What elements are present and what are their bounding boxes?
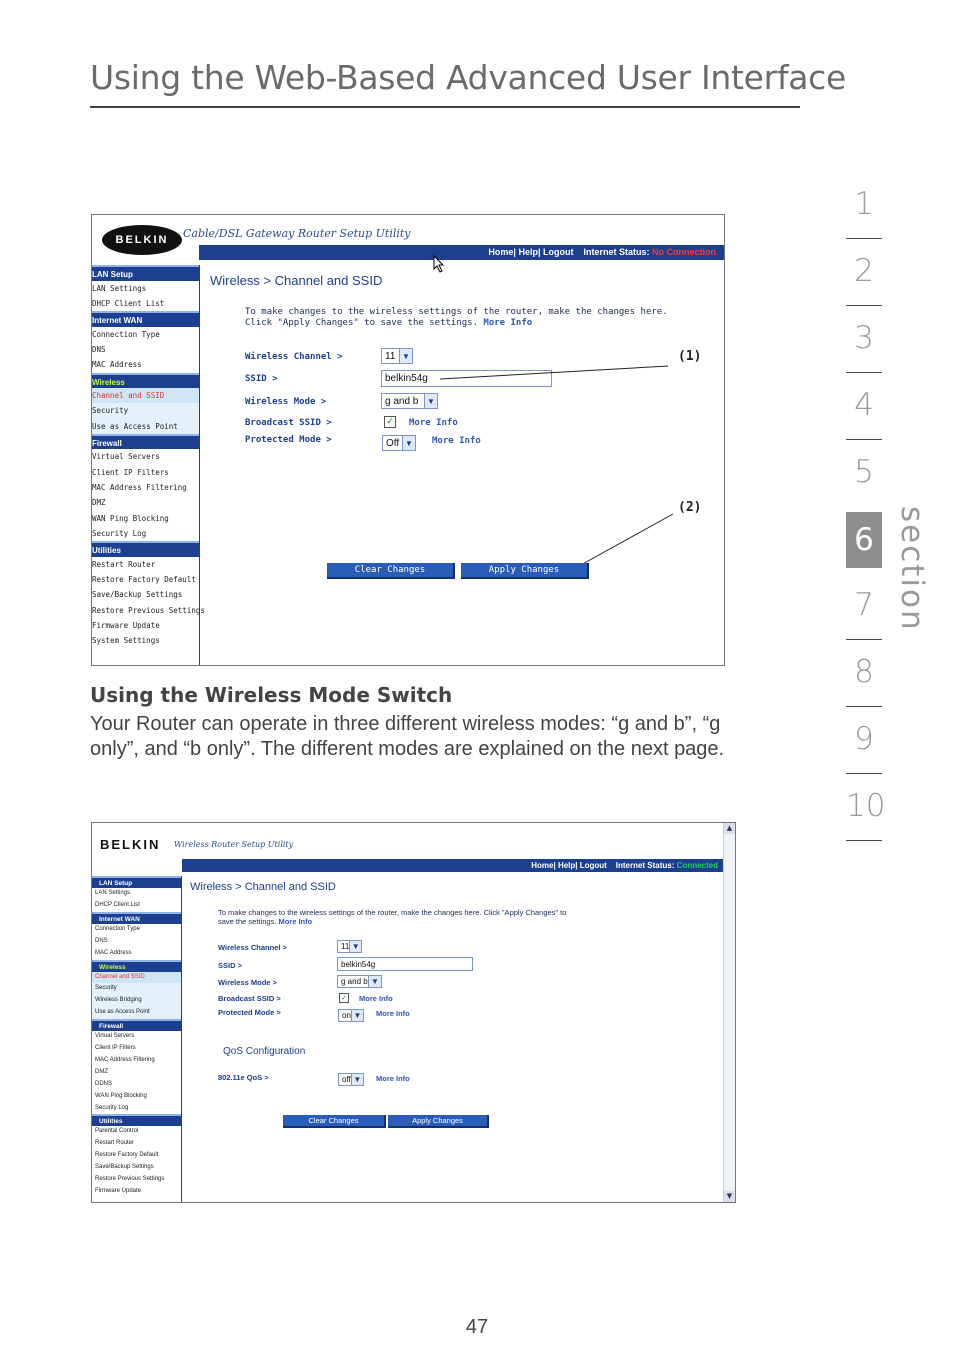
broadcast-ssid-label: Broadcast SSID > xyxy=(218,994,281,1003)
wireless-channel-value: 11 xyxy=(341,942,350,951)
sidebar-item-system-settings[interactable]: System Settings xyxy=(92,636,160,646)
sidebar-item-connection-type[interactable]: Connection Type xyxy=(92,329,160,339)
section-number-9[interactable]: 9 xyxy=(854,721,874,757)
sidebar-section-utilities: Utilities xyxy=(92,1114,181,1126)
page-heading: Wireless > Channel and SSID xyxy=(190,881,336,893)
page-heading: Wireless > Channel and SSID xyxy=(210,273,383,288)
intro-sentence: To make changes to the wireless settings of the router, make the changes here. Click "Apply Changes" to save the settings. xyxy=(218,908,567,927)
ssid-label: SSID > xyxy=(245,374,278,384)
ssid-input[interactable]: belkin54g xyxy=(337,957,473,971)
wireless-channel-select[interactable] xyxy=(337,940,362,953)
section-label xyxy=(888,506,938,636)
router-screenshot-2 xyxy=(91,822,736,1203)
protected-mode-select[interactable] xyxy=(338,1009,364,1022)
scroll-up-icon[interactable]: ▲ xyxy=(724,823,735,834)
qos-label: 802.11e QoS > xyxy=(218,1073,269,1082)
sidebar-item-channel-and-ssid[interactable]: Channel and SSID xyxy=(92,388,199,403)
internet-status-label: Internet Status: xyxy=(615,861,675,870)
qos-more-info-link[interactable]: More Info xyxy=(376,1074,410,1083)
sidebar-item-restore-factory-default[interactable]: Restore Factory Default xyxy=(95,1152,159,1159)
chevron-down-icon: ▼ xyxy=(349,941,361,952)
section-number-1[interactable]: 1 xyxy=(854,186,874,222)
sidebar-item-save-backup-settings[interactable]: Save/Backup Settings xyxy=(95,1164,154,1171)
protected-more-info-link[interactable]: More Info xyxy=(376,1009,410,1018)
sidebar-item-security[interactable]: Security xyxy=(92,983,181,995)
qos-value: off xyxy=(342,1075,351,1084)
section-number-6-active[interactable] xyxy=(846,512,882,568)
chevron-down-icon: ▼ xyxy=(402,436,415,450)
router-screenshot-1 xyxy=(91,214,725,666)
sidebar-item-dhcp-client-list[interactable]: DHCP Client List xyxy=(95,901,140,908)
sidebar-item-restart-router[interactable]: Restart Router xyxy=(92,559,156,569)
sidebar-item-dhcp-client-list[interactable]: DHCP Client List xyxy=(92,298,165,308)
section-divider xyxy=(846,238,882,239)
protected-mode-value: on xyxy=(342,1011,351,1020)
utility-tagline: Cable/DSL Gateway Router Setup Utility xyxy=(183,227,411,240)
sidebar-item-save-backup-settings[interactable]: Save/Backup Settings xyxy=(92,590,183,600)
callout-1: (1) xyxy=(678,349,702,364)
sidebar-item-lan-settings[interactable]: LAN Settings xyxy=(92,283,147,293)
wireless-channel-value: 11 xyxy=(385,350,396,362)
apply-changes-button[interactable]: Apply Changes xyxy=(461,563,589,579)
intro-more-info-link[interactable]: More Info xyxy=(483,318,533,329)
clear-changes-button[interactable]: Clear Changes xyxy=(283,1115,386,1128)
sidebar-item-wan-ping-blocking[interactable]: WAN Ping Blocking xyxy=(92,513,169,523)
sidebar-item-restore-previous-settings[interactable]: Restore Previous Settings xyxy=(92,605,205,615)
sidebar-item-restore-factory-default[interactable]: Restore Factory Default xyxy=(92,575,196,584)
section-divider xyxy=(846,372,882,373)
chevron-down-icon: ▼ xyxy=(424,394,437,408)
page-number: 47 xyxy=(465,1316,489,1338)
internet-status-value: Connected xyxy=(676,861,718,870)
top-nav-bar xyxy=(182,859,724,872)
wireless-mode-value: g and b xyxy=(385,395,419,407)
section-number-3[interactable]: 3 xyxy=(854,320,874,356)
wireless-mode-value: g and b xyxy=(341,977,368,986)
sidebar-item-use-as-access-point[interactable]: Use as Access Point xyxy=(92,419,199,434)
vertical-scrollbar[interactable] xyxy=(723,823,735,1202)
sidebar-section-firewall: Firewall xyxy=(92,1019,181,1031)
sidebar-section-utilities: Utilities xyxy=(92,541,199,557)
sidebar-section-internet-wan: Internet WAN xyxy=(92,311,199,327)
sidebar-item-restore-previous-settings[interactable]: Restore Previous Settings xyxy=(95,1176,165,1182)
section-divider xyxy=(846,639,882,640)
sidebar-section-internet-wan: Internet WAN xyxy=(92,912,181,924)
clear-changes-button[interactable]: Clear Changes xyxy=(327,563,455,579)
broadcast-ssid-checkbox[interactable]: ✓ xyxy=(339,993,349,1003)
top-nav-links[interactable]: Home| Help| Logout xyxy=(488,247,574,257)
chevron-down-icon: ▼ xyxy=(351,1074,363,1085)
section-heading: Using the Wireless Mode Switch xyxy=(90,683,453,707)
sidebar-section-lan-setup: LAN Setup xyxy=(92,876,181,888)
utility-tagline: Wireless Router Setup Utility xyxy=(174,840,294,849)
sidebar-item-client-ip-filters[interactable]: Client IP Filters xyxy=(95,1045,136,1051)
sidebar-item-mac-address[interactable]: MAC Address xyxy=(92,360,142,370)
intro-text xyxy=(218,908,578,927)
section-number-8[interactable]: 8 xyxy=(854,654,874,690)
sidebar-item-dns[interactable]: DNS xyxy=(95,937,108,944)
apply-changes-button[interactable]: Apply Changes xyxy=(388,1115,489,1128)
internet-status-value: No Connection xyxy=(652,247,716,257)
sidebar-section-firewall: Firewall xyxy=(92,434,199,450)
broadcast-more-info-link[interactable]: More Info xyxy=(359,994,393,1003)
section-label-text: section xyxy=(894,506,930,632)
qos-heading: QoS Configuration xyxy=(223,1046,306,1057)
qos-select[interactable] xyxy=(338,1073,364,1086)
ssid-label: SSID > xyxy=(218,961,242,970)
sidebar-item-firmware-update[interactable]: Firmware Update xyxy=(95,1187,142,1194)
sidebar-item-wireless-bridging[interactable]: Wireless Bridging xyxy=(92,995,181,1007)
broadcast-more-info-link[interactable]: More Info xyxy=(409,418,458,428)
sidebar-item-dmz[interactable]: DMZ xyxy=(92,498,106,508)
intro-sentence: To make changes to the wireless settings of the router, make the changes here. Click "Apply Changes" to save the settings. xyxy=(245,307,668,329)
sidebar-item-mac-address-filtering[interactable]: MAC Address Filtering xyxy=(92,483,187,492)
section-number-2[interactable]: 2 xyxy=(854,253,874,289)
sidebar-item-mac-address[interactable]: MAC Address xyxy=(95,949,132,956)
broadcast-ssid-checkbox[interactable]: ✓ xyxy=(384,416,396,428)
wireless-channel-label: Wireless Channel > xyxy=(245,352,343,362)
section-divider xyxy=(846,706,882,707)
belkin-logo: BELKIN xyxy=(100,837,161,852)
chevron-down-icon: ▼ xyxy=(399,349,412,363)
section-number-4[interactable]: 4 xyxy=(854,387,874,423)
body-paragraph: Your Router can operate in three different wireless modes: “g and b”, “g only”, and “b only”. The different modes are explained on the next page. xyxy=(90,713,725,760)
protected-mode-value: Off xyxy=(386,437,400,449)
section-number-6: 6 xyxy=(854,522,874,558)
top-nav-links[interactable]: Home| Help| Logout xyxy=(531,861,607,870)
wireless-mode-label: Wireless Mode > xyxy=(218,978,277,987)
sidebar-item-dmz[interactable]: DMZ xyxy=(95,1068,108,1075)
sidebar-menu xyxy=(92,876,182,1202)
protected-mode-label: Protected Mode > xyxy=(218,1008,281,1017)
sidebar-item-security-log[interactable]: Security Log xyxy=(95,1104,129,1111)
sidebar-item-mac-address-filtering[interactable]: MAC Address Filtering xyxy=(95,1056,155,1063)
sidebar-item-use-as-access-point[interactable]: Use as Access Point xyxy=(92,1007,181,1019)
section-divider xyxy=(846,439,882,440)
section-divider xyxy=(846,840,882,841)
chevron-down-icon: ▼ xyxy=(368,976,381,987)
section-divider xyxy=(846,305,882,306)
sidebar-item-client-ip-filters[interactable]: Client IP Filters xyxy=(92,467,169,477)
wireless-mode-label: Wireless Mode > xyxy=(245,397,327,407)
sidebar-item-lan-settings[interactable]: LAN Settings xyxy=(95,890,131,896)
sidebar-item-parental-control[interactable]: Parental Control xyxy=(95,1128,139,1135)
internet-status-label: Internet Status: xyxy=(583,247,650,257)
sidebar-item-dns[interactable]: DNS xyxy=(92,344,106,354)
sidebar-item-security-log[interactable]: Security Log xyxy=(92,528,147,538)
sidebar-section-wireless: Wireless xyxy=(92,960,181,972)
sidebar-item-virtual-servers[interactable]: Virtual Servers xyxy=(95,1033,135,1040)
section-number-10[interactable]: 10 xyxy=(846,788,886,824)
intro-more-info-link[interactable]: More Info xyxy=(278,917,313,927)
sidebar-section-lan-setup: LAN Setup xyxy=(92,265,199,281)
sidebar-item-firmware-update[interactable]: Firmware Update xyxy=(92,620,160,630)
belkin-logo: BELKIN xyxy=(102,225,182,255)
section-number-5[interactable]: 5 xyxy=(854,454,874,490)
sidebar-section-wireless: Wireless xyxy=(92,373,199,389)
page-title: Using the Web-Based Advanced User Interface xyxy=(90,58,847,97)
sidebar-item-virtual-servers[interactable]: Virtual Servers xyxy=(92,452,160,462)
ssid-input[interactable]: belkin54g xyxy=(381,370,552,387)
callout-lines xyxy=(92,215,724,665)
callout-2: (2) xyxy=(678,500,702,515)
scroll-down-icon[interactable]: ▼ xyxy=(724,1191,735,1202)
title-divider xyxy=(90,106,800,108)
protected-mode-label: Protected Mode > xyxy=(245,435,332,445)
protected-more-info-link[interactable]: More Info xyxy=(432,436,481,446)
sidebar-item-ddns[interactable]: DDNS xyxy=(95,1080,113,1087)
sidebar-item-security[interactable]: Security xyxy=(92,403,199,418)
sidebar-item-connection-type[interactable]: Connection Type xyxy=(95,925,140,932)
section-divider xyxy=(846,773,882,774)
sidebar-item-restart-router[interactable]: Restart Router xyxy=(95,1140,135,1147)
chevron-down-icon: ▼ xyxy=(351,1010,363,1021)
wireless-mode-select[interactable] xyxy=(337,975,382,988)
sidebar-item-channel-and-ssid[interactable]: Channel and SSID xyxy=(92,972,181,984)
broadcast-ssid-label: Broadcast SSID > xyxy=(245,418,332,428)
wireless-channel-label: Wireless Channel > xyxy=(218,943,287,952)
section-number-7[interactable]: 7 xyxy=(854,587,874,623)
sidebar-item-wan-ping-blocking[interactable]: WAN Ping Blocking xyxy=(95,1092,147,1099)
